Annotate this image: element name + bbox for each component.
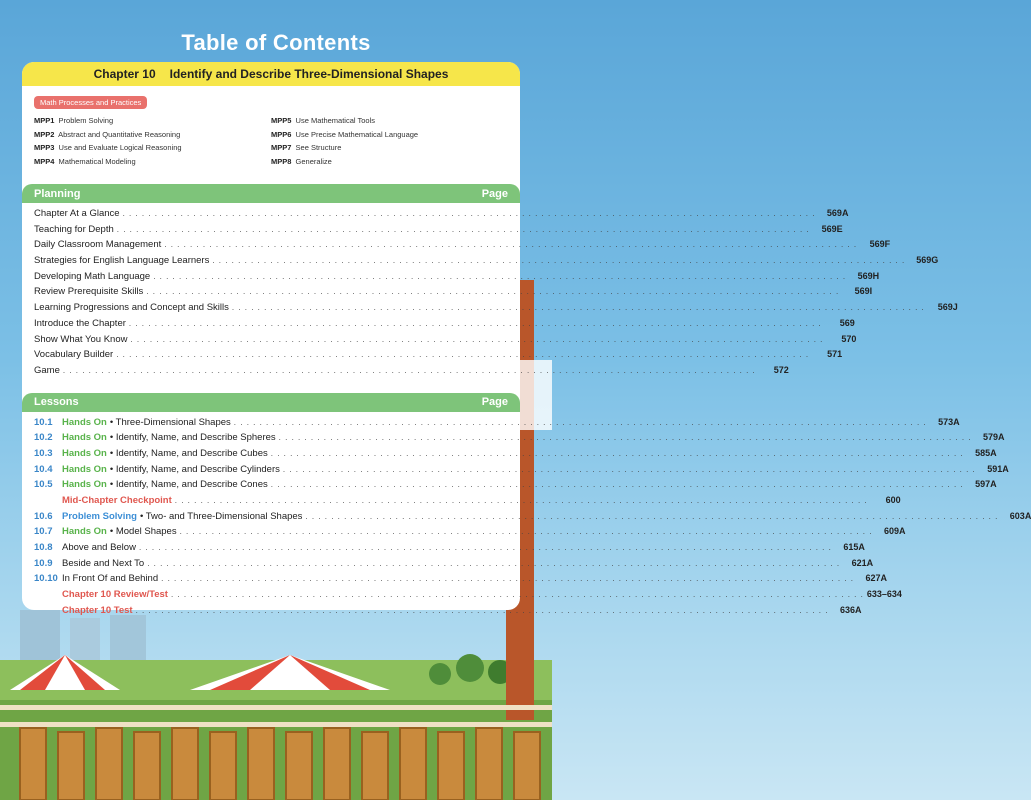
mpp-item: MPP3 Use and Evaluate Logical Reasoning <box>34 143 182 152</box>
dot-leader <box>161 574 854 583</box>
entry-page: 569H <box>857 270 880 281</box>
planning-label: Planning <box>34 187 81 200</box>
entry-page: 569I <box>854 286 873 297</box>
dot-leader <box>234 418 927 427</box>
lesson-row[interactable] <box>34 432 1005 448</box>
entry-title-group <box>34 432 276 443</box>
mpp-item: MPP7 See Structure <box>271 143 342 152</box>
chapter-header <box>22 62 520 86</box>
lesson-type-tag: Problem Solving <box>62 510 137 522</box>
planning-row[interactable] <box>34 333 857 350</box>
entry-title: Three-Dimensional Shapes <box>115 416 231 428</box>
lesson-type-tag: Hands On <box>62 416 107 428</box>
entry-title: Identify, Name, and Describe Spheres <box>115 432 276 444</box>
lesson-number: 10.1 <box>34 416 53 428</box>
lesson-type-tag: Hands On <box>62 447 107 459</box>
lessons-list <box>22 412 1031 621</box>
dot-leader <box>117 225 810 234</box>
lessons-section-header <box>22 393 520 412</box>
lesson-row[interactable] <box>34 416 960 433</box>
lesson-number: 10.6 <box>34 510 53 522</box>
lesson-row[interactable] <box>34 604 862 621</box>
entry-page: 603A <box>1009 510 1031 521</box>
entry-page: 569J <box>937 302 958 313</box>
lesson-type-tag: Hands On <box>62 432 107 444</box>
dot-leader <box>232 303 925 312</box>
lesson-row[interactable] <box>34 557 874 574</box>
entry-page: 597A <box>975 479 997 490</box>
entry-title: Review Prerequisite Skills <box>34 286 144 298</box>
entry-title: Beside and Next To <box>62 557 145 569</box>
lesson-number: 10.7 <box>34 526 53 538</box>
dot-leader <box>129 319 822 328</box>
planning-row[interactable] <box>34 208 849 224</box>
entry-page: 579A <box>983 432 1005 443</box>
lessons-page-label: Page <box>481 396 508 409</box>
chapter-number: Chapter 10 <box>93 67 156 81</box>
math-practices-heading: Math Processes and Practices <box>34 96 147 109</box>
lesson-row[interactable] <box>34 526 906 542</box>
chapter-title: Identify and Describe Three-Dimensional Shapes <box>169 67 449 81</box>
bullet-separator: • <box>139 510 144 522</box>
entry-page: 569 <box>839 317 855 328</box>
dot-leader <box>63 366 756 375</box>
bullet-separator: • <box>109 479 114 491</box>
mpp-item: MPP6 Use Precise Mathematical Language <box>271 129 419 139</box>
entry-title: Game <box>34 364 60 376</box>
bullet-separator: • <box>109 432 114 444</box>
planning-row[interactable] <box>34 349 843 365</box>
entry-title: Show What You Know <box>34 333 128 345</box>
entry-page: 569E <box>821 223 843 234</box>
entry-page: 636A <box>839 604 862 615</box>
entry-page: 572 <box>773 364 789 375</box>
dot-leader <box>139 543 832 552</box>
dot-leader <box>279 433 972 442</box>
planning-row[interactable] <box>34 286 873 302</box>
planning-row[interactable] <box>34 302 958 318</box>
bullet-separator: • <box>109 463 114 475</box>
entry-title-group <box>34 542 136 553</box>
dot-leader <box>136 606 829 615</box>
lesson-row[interactable] <box>34 495 901 511</box>
dot-leader <box>164 240 857 249</box>
lessons-label: Lessons <box>34 396 79 409</box>
entry-page: 627A <box>865 573 887 584</box>
dot-leader <box>147 559 840 568</box>
entry-title-group <box>34 605 133 616</box>
entry-title: Identify, Name, and Describe Cylinders <box>115 463 280 475</box>
entry-page: 570 <box>841 333 857 344</box>
lesson-number: 10.3 <box>34 447 53 459</box>
lesson-number: 10.4 <box>34 463 53 475</box>
dot-leader <box>271 480 964 489</box>
entry-title: Learning Progressions and Concept and Skills <box>34 302 229 314</box>
dot-leader <box>305 512 998 521</box>
entry-page: 585A <box>975 447 997 458</box>
entry-title: Model Shapes <box>115 526 177 538</box>
dot-leader <box>146 287 839 296</box>
entry-page: 569F <box>869 239 891 250</box>
dot-leader <box>180 527 873 536</box>
entry-title: Daily Classroom Management <box>34 239 162 251</box>
entry-title-group <box>34 448 268 459</box>
entry-title: In Front Of and Behind <box>62 573 159 585</box>
dot-leader <box>212 256 905 265</box>
entry-title-group <box>34 479 268 490</box>
entry-page: 569G <box>916 255 939 266</box>
planning-page-label: Page <box>481 187 508 200</box>
planning-section-header <box>22 184 520 203</box>
entry-title: Introduce the Chapter <box>34 317 126 329</box>
page-title: Table of Contents <box>181 30 371 55</box>
entry-page: 569A <box>826 208 849 218</box>
entry-title: Chapter At a Glance <box>34 208 120 219</box>
entry-title: Developing Math Language <box>34 270 151 282</box>
math-practices-left-column <box>34 114 271 168</box>
lesson-row[interactable] <box>34 447 997 464</box>
planning-row[interactable] <box>34 317 855 334</box>
planning-row[interactable] <box>34 255 939 271</box>
bullet-separator: • <box>109 447 114 459</box>
entry-title: Strategies for English Language Learners <box>34 255 210 267</box>
entry-page: 573A <box>938 416 960 427</box>
entry-page: 591A <box>987 463 1009 474</box>
entry-page: 571 <box>827 349 843 360</box>
dot-leader <box>116 350 809 359</box>
entry-title-group <box>34 417 231 428</box>
lesson-type-tag: Hands On <box>62 463 107 475</box>
entry-title: Teaching for Depth <box>34 223 114 235</box>
entry-title: Two- and Three-Dimensional Shapes <box>145 510 303 522</box>
entry-title-group <box>34 573 158 584</box>
dot-leader <box>283 465 976 474</box>
dot-leader <box>130 335 823 344</box>
entry-title-group <box>34 495 172 506</box>
lesson-row[interactable] <box>34 589 902 605</box>
math-practices-right-column <box>271 114 508 168</box>
lesson-number: 10.9 <box>34 557 53 569</box>
dot-leader <box>175 496 868 505</box>
entry-title-group <box>34 511 302 522</box>
mpp-item: MPP5 Use Mathematical Tools <box>271 116 376 125</box>
lesson-row[interactable] <box>34 573 887 589</box>
lesson-number: 10.2 <box>34 432 53 444</box>
planning-row[interactable] <box>34 364 789 381</box>
entry-page: 615A <box>843 542 865 553</box>
mpp-item: MPP4 Mathematical Modeling <box>34 156 136 166</box>
entry-page: 609A <box>883 526 906 537</box>
dot-leader <box>153 272 846 281</box>
planning-list <box>22 203 958 381</box>
lesson-row[interactable] <box>34 510 1031 527</box>
toc-panel <box>22 62 1031 616</box>
mpp-item: MPP1 Problem Solving <box>34 116 114 125</box>
lesson-number: 10.10 <box>34 573 58 585</box>
planning-row[interactable] <box>34 270 880 287</box>
entry-page: 600 <box>885 495 901 505</box>
lesson-row[interactable] <box>34 463 1009 480</box>
entry-title-group <box>34 526 177 537</box>
lesson-type-tag: Hands On <box>62 526 107 538</box>
entry-page: 621A <box>851 557 874 568</box>
lesson-number: 10.8 <box>34 542 53 554</box>
entry-title: Above and Below <box>62 542 136 554</box>
entry-title: Identify, Name, and Describe Cubes <box>115 447 268 459</box>
math-practices-box <box>22 86 520 184</box>
bullet-separator: • <box>109 416 114 428</box>
lesson-row[interactable] <box>34 542 865 558</box>
entry-page: 633–634 <box>866 589 902 600</box>
dot-leader <box>271 449 964 458</box>
lesson-number: 10.5 <box>34 479 53 491</box>
dot-leader <box>123 209 816 218</box>
planning-row[interactable] <box>34 223 843 240</box>
entry-title: Mid-Chapter Checkpoint <box>62 495 172 506</box>
mpp-item: MPP8 Generalize <box>271 156 332 166</box>
entry-title: Chapter 10 Test <box>62 604 133 616</box>
entry-title-group <box>34 464 280 475</box>
mpp-item: MPP2 Abstract and Quantitative Reasoning <box>34 129 181 139</box>
entry-title: Chapter 10 Review/Test <box>62 589 168 601</box>
entry-title-group <box>34 558 144 569</box>
lesson-row[interactable] <box>34 479 997 495</box>
entry-title-group <box>34 589 168 600</box>
entry-title: Vocabulary Builder <box>34 349 114 361</box>
lesson-type-tag: Hands On <box>62 479 107 491</box>
dot-leader <box>171 590 864 599</box>
bullet-separator: • <box>109 526 114 538</box>
planning-row[interactable] <box>34 239 891 255</box>
entry-title: Identify, Name, and Describe Cones <box>115 479 268 491</box>
